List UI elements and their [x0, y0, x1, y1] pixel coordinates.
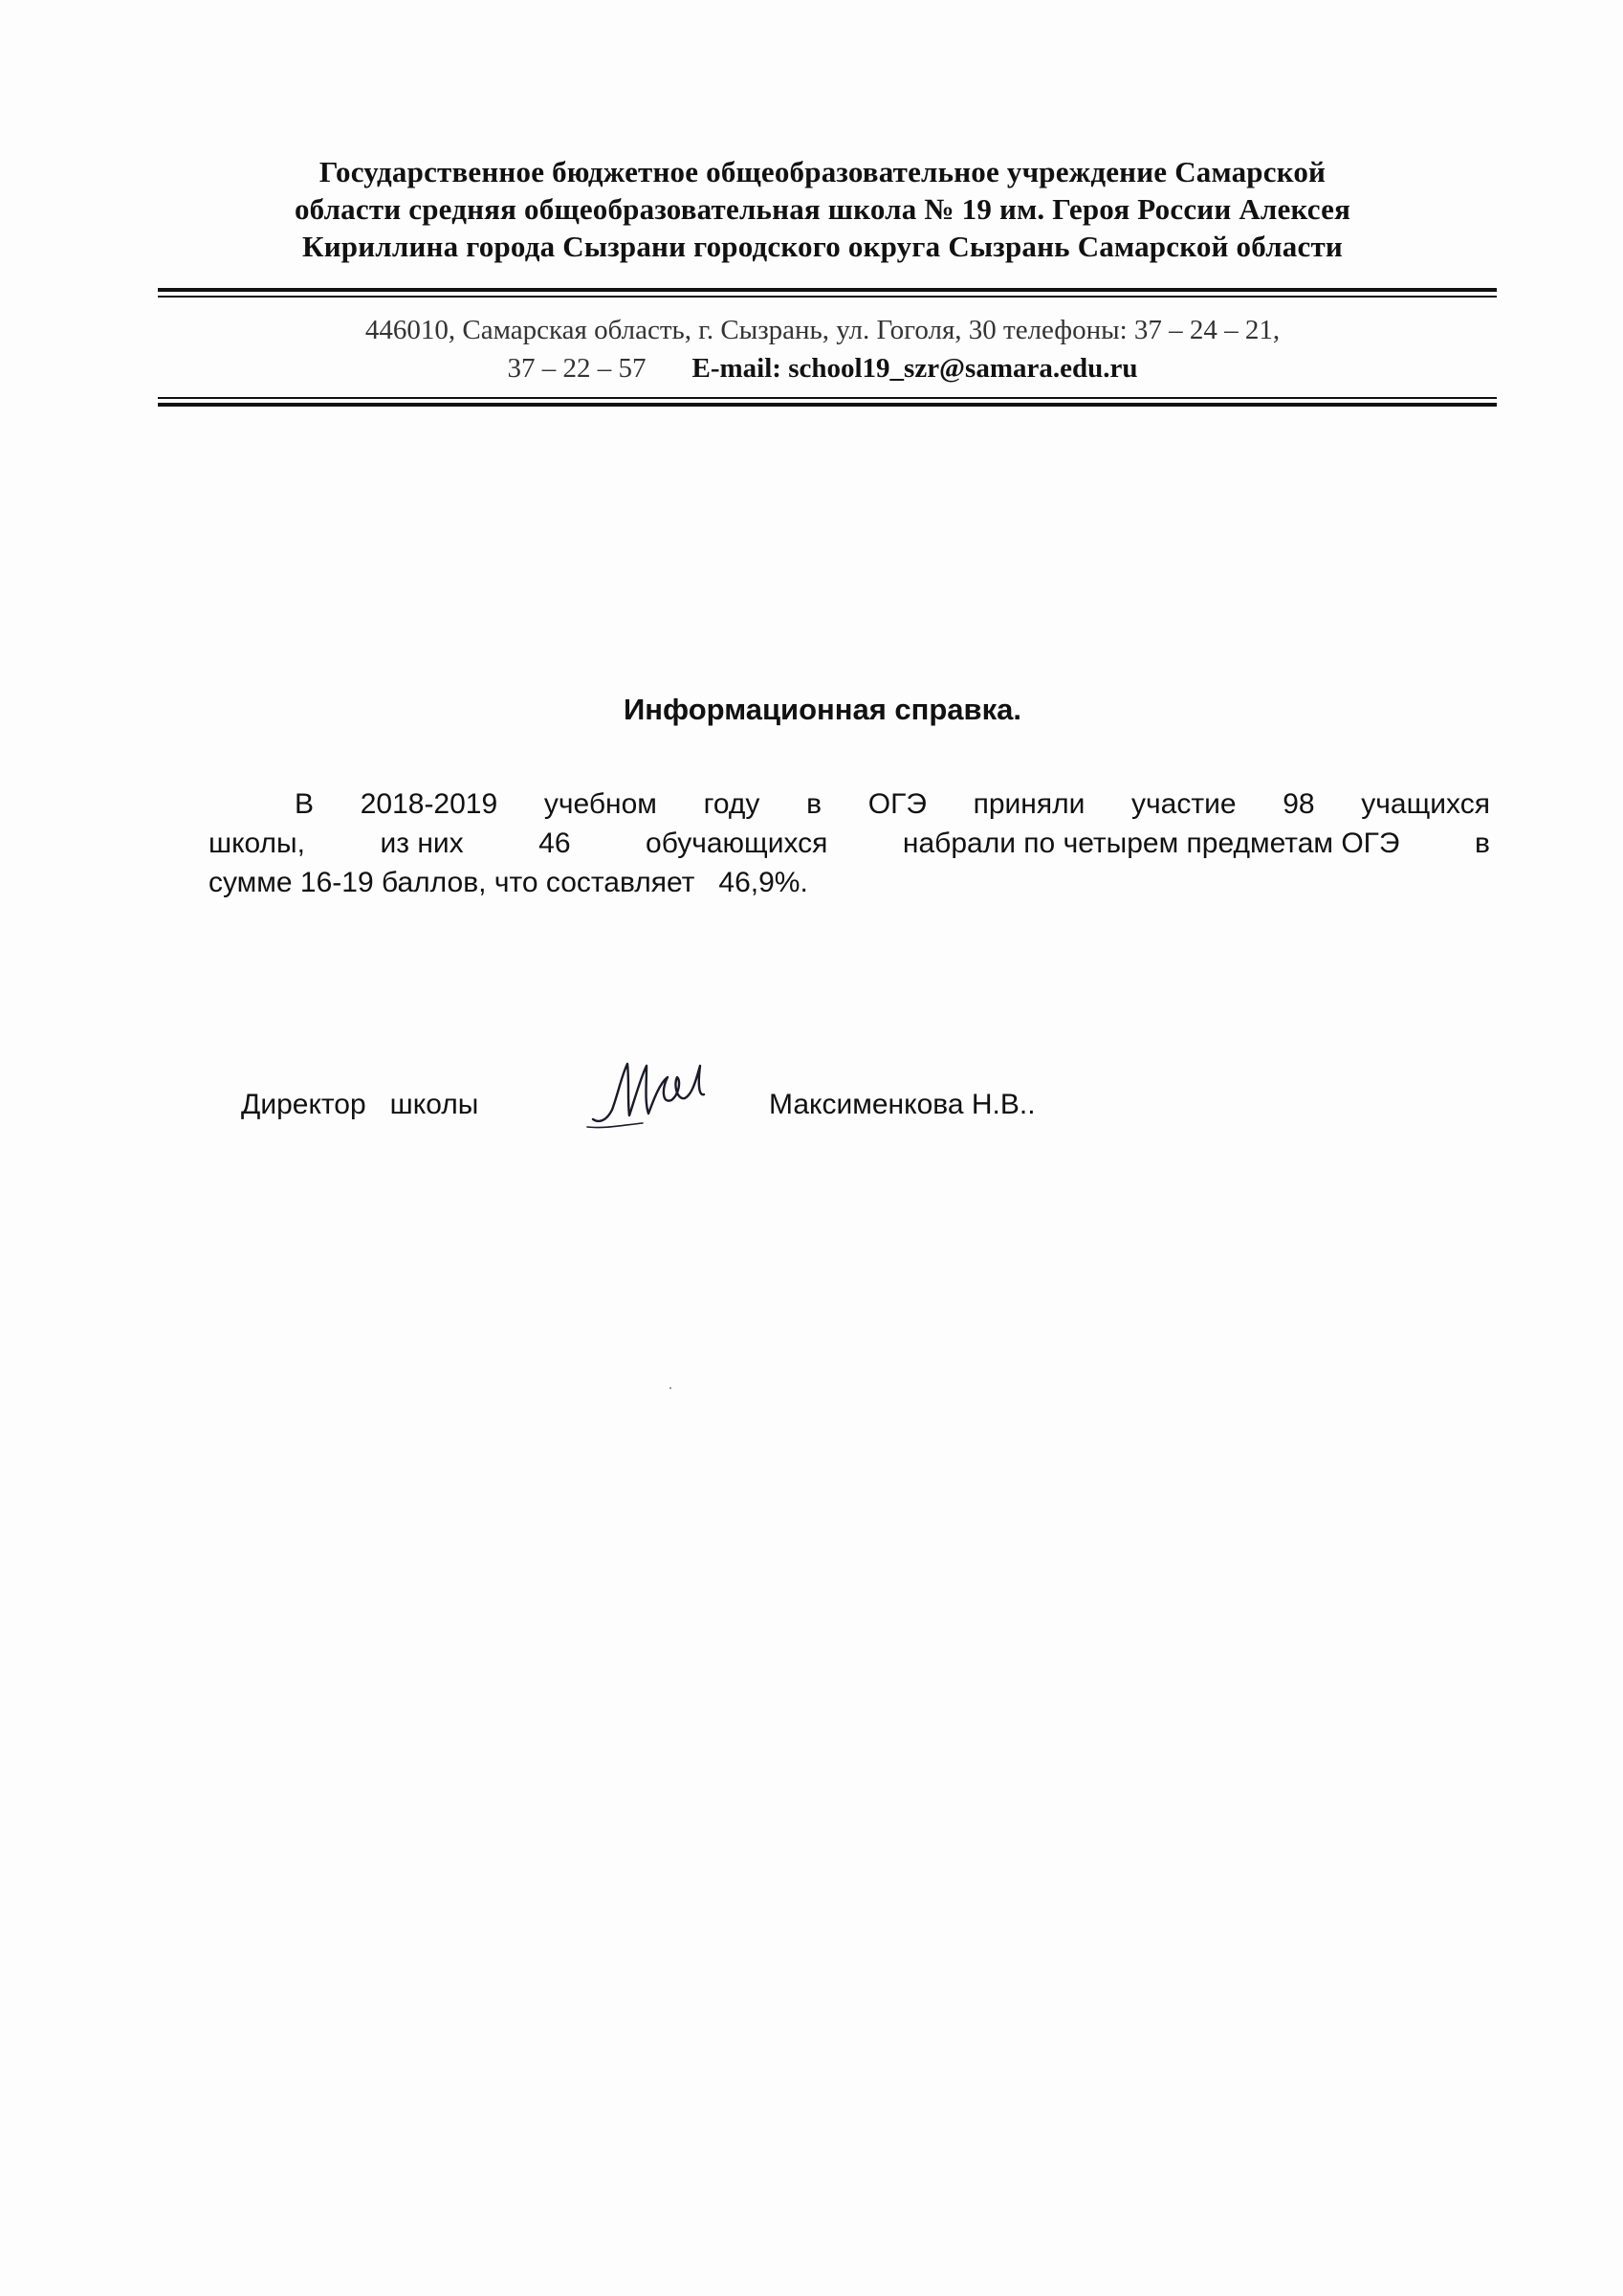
- organization-name-line: области средняя общеобразовательная школа № 19 им. Героя России Алексея: [294, 192, 1351, 226]
- word: обучающихся: [646, 828, 828, 859]
- word: набрали по четырем предметам ОГЭ: [902, 828, 1400, 859]
- contact-line: [153, 349, 1492, 387]
- signatory-name: Максименкова Н.В..: [769, 1089, 1036, 1120]
- organization-name-line: Государственное бюджетное общеобразовательное учреждение Самарской: [318, 155, 1327, 188]
- word: 2018-2019: [360, 788, 498, 820]
- paragraph-line: [208, 863, 1490, 902]
- email-label: E-mail:: [691, 353, 781, 384]
- document-title: Информационная справка.: [624, 693, 1021, 726]
- address-line: 446010, Самарская область, г. Сызрань, ул. Гоголя, 30 телефоны: 37 – 24 – 21,: [364, 315, 1281, 345]
- signature-block: [241, 1052, 1197, 1138]
- address-block: [153, 311, 1492, 387]
- word: школы,: [208, 828, 305, 859]
- word: приняли: [973, 788, 1086, 820]
- handwritten-signature: [585, 1052, 719, 1138]
- word: В: [295, 788, 315, 820]
- paragraph-line: [208, 784, 1490, 824]
- word: сумме 16-19 баллов, что составляет 46,9%.: [208, 867, 808, 898]
- word: году: [703, 788, 760, 820]
- phone-number: 37 – 22 – 57: [507, 353, 647, 384]
- header-divider: [158, 397, 1497, 399]
- word: учащихся: [1361, 788, 1490, 820]
- signatory-role: Директор школы: [241, 1089, 479, 1120]
- organization-name-line: Кириллина города Сызрани городского округа Сызрань Самарской области: [302, 230, 1343, 263]
- word: 98: [1283, 788, 1315, 820]
- word: ОГЭ: [867, 788, 927, 820]
- word: 46: [538, 828, 571, 859]
- word: участие: [1131, 788, 1237, 820]
- word: учебном: [543, 788, 657, 820]
- paragraph-line: [208, 824, 1490, 863]
- header-divider: [158, 403, 1497, 407]
- header-divider: [158, 288, 1497, 292]
- word: в: [806, 788, 822, 820]
- organization-header: [153, 153, 1492, 265]
- email-address[interactable]: school19_szr@samara.edu.ru: [788, 353, 1138, 384]
- scan-speck: [669, 1387, 671, 1389]
- word: в: [1475, 828, 1490, 859]
- word: из них: [380, 828, 464, 859]
- body-paragraph: [208, 784, 1490, 902]
- header-divider: [158, 296, 1497, 298]
